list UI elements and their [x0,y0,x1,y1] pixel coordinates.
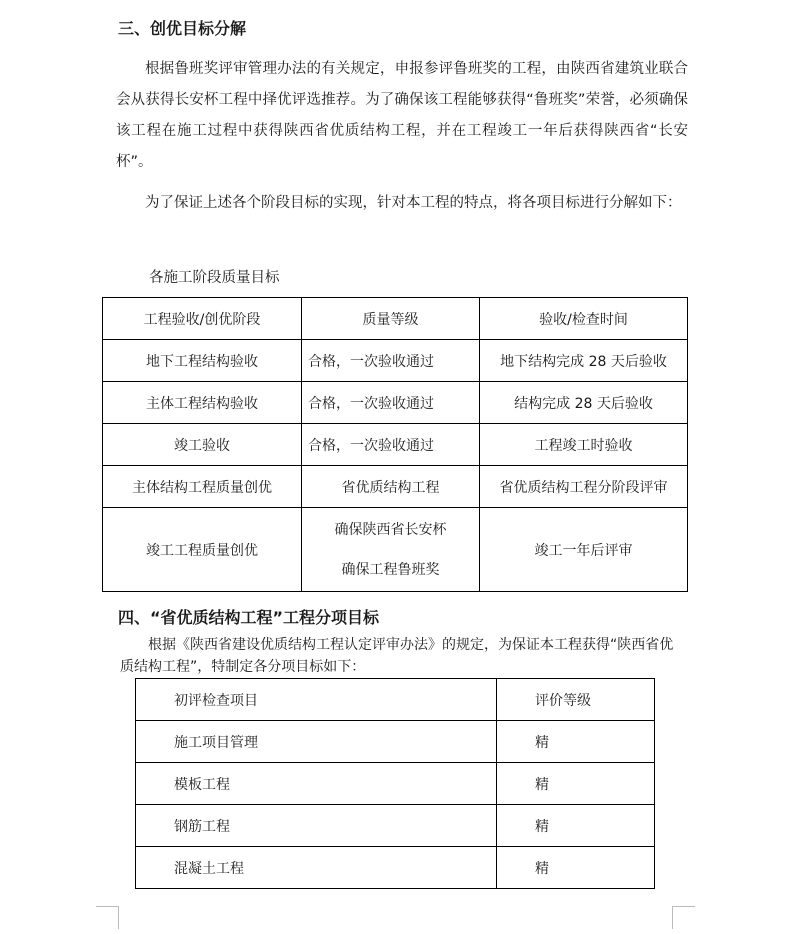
section-3-paragraph-2: 为了保证上述各个阶段目标的实现，针对本工程的特点，将各项目标进行分解如下： [145,195,682,211]
header-cell: 验收/检查时间 [480,298,688,340]
section-4-title: 四、“省优质结构工程”工程分项目标 [118,608,380,627]
page-corner-mark-right [672,906,695,929]
table-cell: 省优质结构工程分阶段评审 [480,466,688,508]
table-row [136,805,655,847]
table-row [103,508,688,592]
table-cell: 钢筋工程 [136,805,497,847]
table-cell: 合格，一次验收通过 [302,382,480,424]
table-row [103,340,688,382]
table-cell: 合格，一次验收通过 [302,424,480,466]
stage-quality-table [102,297,688,592]
table-cell: 精 [497,763,655,805]
section-3-title: 三、创优目标分解 [118,19,247,38]
subitem-target-table [135,678,655,889]
table-cell: 地下结构完成 28 天后验收 [480,340,688,382]
header-cell: 评价等级 [497,679,655,721]
table-row [136,721,655,763]
section-3-paragraph-1: 根据鲁班奖评审管理办法的有关规定，申报参评鲁班奖的工程，由陕西省建筑业联合会从获得长安杯工程中择优评选推荐。为了确保该工程能够获得“鲁班奖”荣誉，必须确保该工程在施工过程中获得陕西省优质结构工程，并在工程竣工一年后获得陕西省“长安杯”。 [116,61,688,170]
table-header-row [103,298,688,340]
table-cell: 模板工程 [136,763,497,805]
table-cell: 主体结构工程质量创优 [103,466,302,508]
table-cell-line: 确保陕西省长安杯 [334,521,447,538]
table-cell: 施工项目管理 [136,721,497,763]
table-caption: 各施工阶段质量目标 [149,270,280,286]
header-cell: 初评检查项目 [136,679,497,721]
page-corner-mark-left [96,906,119,929]
table-cell: 混凝土工程 [136,847,497,889]
table-cell: 精 [497,847,655,889]
table-row [136,763,655,805]
table-cell-line: 确保工程鲁班奖 [341,561,440,578]
table-cell: 竣工验收 [103,424,302,466]
table-row [103,424,688,466]
table-cell: 竣工一年后评审 [480,508,688,592]
table-cell: 工程竣工时验收 [480,424,688,466]
header-cell: 质量等级 [302,298,480,340]
table-row [103,466,688,508]
table-cell-multiline [302,508,480,592]
table-cell: 结构完成 28 天后验收 [480,382,688,424]
section-4-paragraph: 根据《陕西省建设优质结构工程认定评审办法》的规定，为保证本工程获得“陕西省优质结构工程”，特制定各分项目标如下： [120,637,674,675]
table-cell: 地下工程结构验收 [103,340,302,382]
table-cell: 合格，一次验收通过 [302,340,480,382]
table-cell: 主体工程结构验收 [103,382,302,424]
table-cell: 精 [497,721,655,763]
table-cell: 省优质结构工程 [302,466,480,508]
table-cell: 竣工工程质量创优 [103,508,302,592]
table-cell: 精 [497,805,655,847]
table-row [103,382,688,424]
table-row [136,847,655,889]
table-header-row [136,679,655,721]
header-cell: 工程验收/创优阶段 [103,298,302,340]
